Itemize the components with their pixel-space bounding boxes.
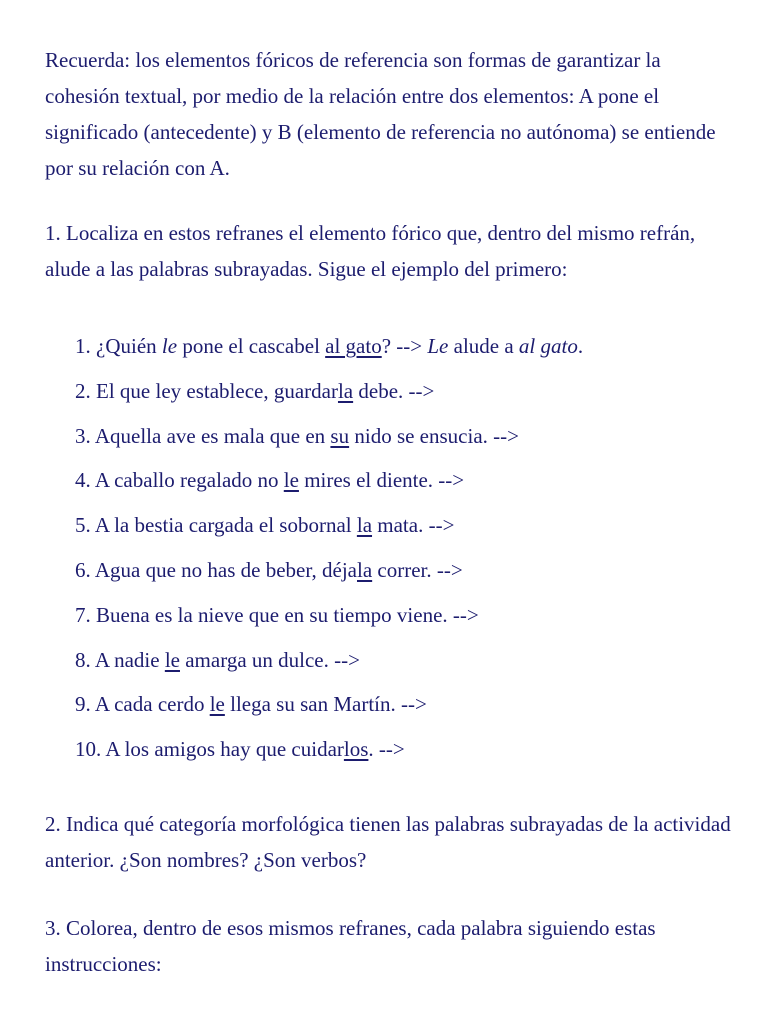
proverb-text: Agua que no has de beber, déja [94,558,357,582]
exercise-1-instruction: 1. Localiza en estos refranes el elemento fórico que, dentro del mismo refrán, alude a las palabras subrayadas. Sigue el ejemplo del primero: [45,221,696,281]
proverb-number: 8. [75,647,95,672]
intro-paragraph: Recuerda: los elementos fóricos de referencia son formas de garantizar la cohesión textual, por medio de la relación entre dos elementos: A pone el significado (antecedente) y B (elemento de referencia no autónoma) se entiende por su relación con A. [45,48,716,180]
proverb-number: 5. [75,513,95,538]
proverb-item [75,462,464,498]
proverb-text: correr. --> [372,558,463,582]
proverb-text: debe. --> [353,378,435,403]
proverb-item [75,731,405,767]
proverb-number: 7. [75,602,96,627]
proverb-item [75,373,434,409]
proverb-text: A los amigos hay que cuidar [105,737,344,762]
exercise-3-instruction: 3. Colorea, dentro de esos mismos refranes, cada palabra siguiendo estas instrucciones: [45,916,656,976]
italic-word: al gato [518,334,578,358]
proverb-text: mata. --> [372,513,455,538]
proverb-text: ¿Quién [96,334,162,358]
proverb-text: alude a [448,334,519,358]
proverb-number: 4. [75,468,95,493]
underlined-word: la [337,378,354,403]
underlined-word: le [283,468,299,493]
proverb-item [75,552,463,588]
proverb-text: mires el diente. --> [298,468,465,493]
underlined-word: su [330,423,350,448]
proverb-text: . [577,334,584,358]
italic-word: le [161,334,178,358]
proverb-number: 2. [75,378,96,403]
proverb-item [75,418,519,454]
proverb-text: A cada cerdo [94,692,210,717]
proverb-text: Aquella ave es mala que en [94,423,331,448]
proverb-text: amarga un dulce. --> [179,647,360,672]
proverb-number: 6. [75,558,95,582]
exercise-2-instruction: 2. Indica qué categoría morfológica tienen las palabras subrayadas de la actividad anterior. ¿Son nombres? ¿Son verbos? [45,812,731,872]
proverb-text: Buena es la nieve que en su tiempo viene. --> [96,602,479,627]
proverb-number: 9. [75,692,95,717]
proverb-number: 1. [75,334,96,358]
underlined-word: le [164,647,180,672]
proverb-text: nido se ensucia. --> [349,423,519,448]
italic-word: Le [427,334,449,358]
proverb-text: A caballo regalado no [94,468,284,493]
proverb-text: ? --> [381,334,428,358]
proverb-item [75,597,479,633]
proverb-item [75,328,583,364]
proverb-text: A la bestia cargada el sobornal [94,513,357,538]
proverb-item [75,642,360,678]
proverb-number: 3. [75,423,95,448]
underlined-word: al gato [325,334,382,358]
proverb-item [75,686,427,722]
proverb-number: 10. [75,737,106,762]
proverb-text: pone el cascabel [177,334,326,358]
proverb-item [75,507,454,543]
underlined-word: la [356,513,373,538]
proverb-text: . --> [368,737,405,762]
underlined-word: los [343,737,369,762]
underlined-word: le [209,692,225,717]
proverb-text: El que ley establece, guardar [96,378,338,403]
proverb-text: llega su san Martín. --> [224,692,427,717]
proverb-text: A nadie [94,647,165,672]
underlined-word: la [357,558,373,582]
